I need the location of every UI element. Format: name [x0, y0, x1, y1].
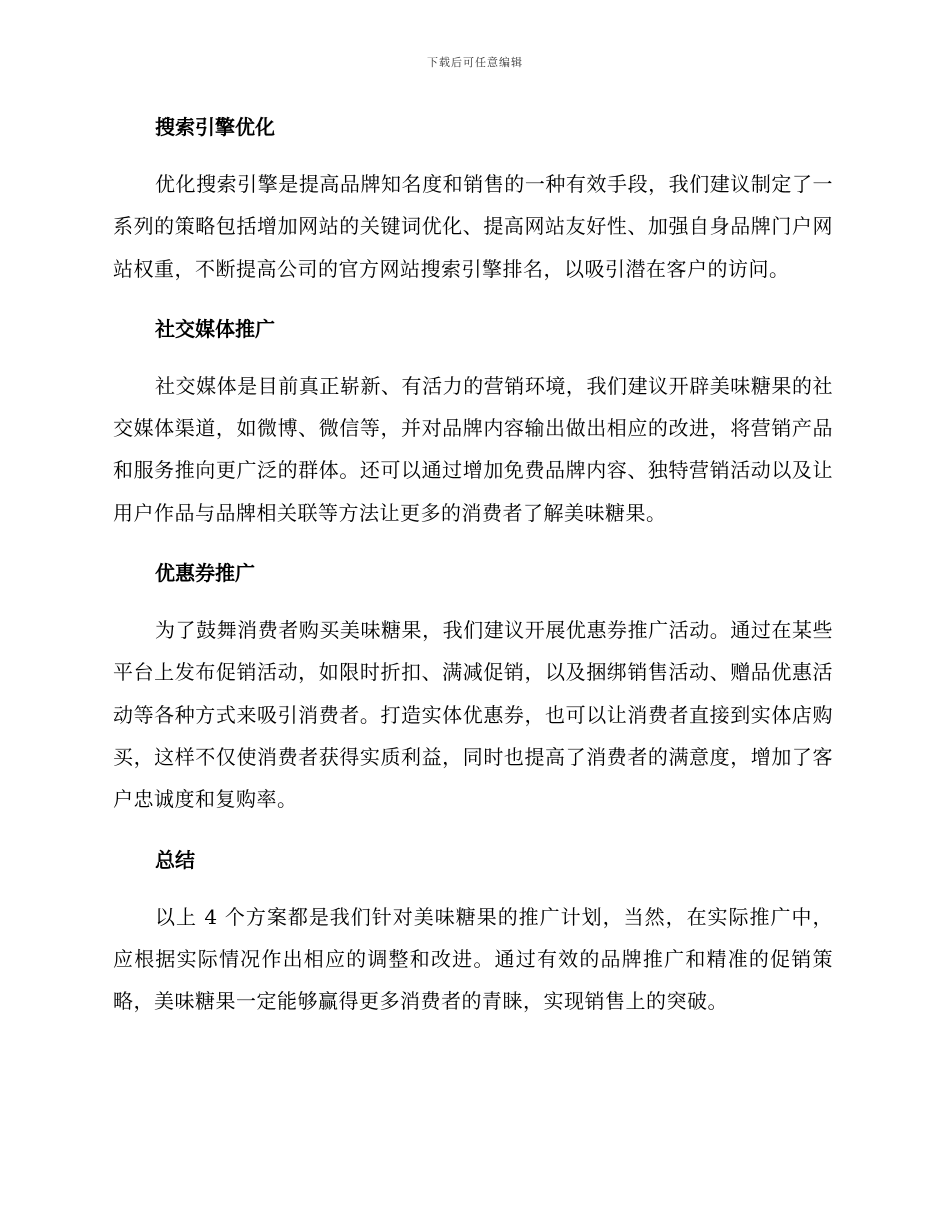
section-body-seo: 优化搜索引擎是提高品牌知名度和销售的一种有效手段，我们建议制定了一系列的策略包括增加网站的关键词优化、提高网站友好性、加强自身品牌门户网站权重，不断提高公司的官方网站搜索引擎排名，以吸引潜在客户的访问。: [113, 172, 833, 281]
section-body-summary: 以上 4 个方案都是我们针对美味糖果的推广计划，当然，在实际推广中，应根据实际情况作出相应的调整和改进。通过有效的品牌推广和精准的促销策略，美味糖果一定能够赢得更多消费者的青睐，实现销售上的突破。: [113, 904, 833, 1014]
document-content: [113, 108, 833, 1022]
section-body-social-media: 社交媒体是目前真正崭新、有活力的营销环境，我们建议开辟美味糖果的社交媒体渠道，如微博、微信等，并对品牌内容输出做出相应的改进，将营销产品和服务推向更广泛的群体。还可以通过增加免费品牌内容、独特营销活动以及让用户作品与品牌相关联等方法让更多的消费者了解美味糖果。: [113, 373, 833, 525]
section-heading-social-media: 社交媒体推广: [155, 316, 275, 341]
page-header: 下载后可任意编辑: [427, 56, 523, 69]
section-body-coupon: 为了鼓舞消费者购买美味糖果，我们建议开展优惠券推广活动。通过在某些平台上发布促销活动，如限时折扣、满减促销，以及捆绑销售活动、赠品优惠活动等各种方式来吸引消费者。打造实体优惠券，也可以让消费者直接到实体店购买，这样不仅使消费者获得实质利益，同时也提高了消费者的满意度，增加了客户忠诚度和复购率。: [113, 618, 833, 812]
section-heading-seo: 搜索引擎优化: [155, 115, 275, 139]
section-heading-coupon: 优惠券推广: [155, 561, 255, 586]
section-heading-summary: 总结: [155, 847, 195, 872]
